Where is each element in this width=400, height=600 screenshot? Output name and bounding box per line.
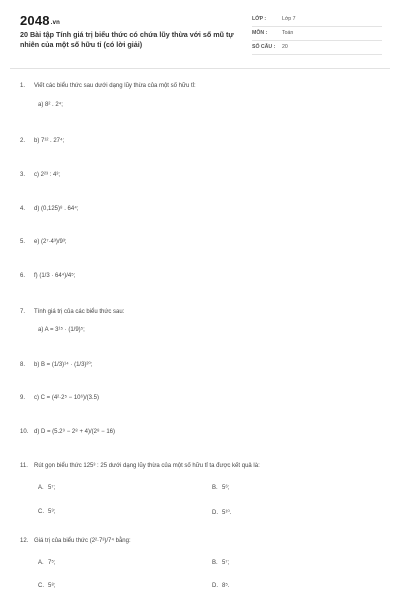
option-value: 5⁹; (48, 509, 56, 515)
meta-subject-row (252, 28, 382, 41)
question-11-option-c[interactable] (38, 509, 56, 515)
question-text: Giá trị của biểu thức (2²·7³)/7⁴ bằng: (34, 538, 131, 544)
question-part: c) 2²³ : 4³; (34, 172, 61, 178)
meta-subject-label: MÔN : (252, 30, 268, 36)
question-number: 2. (20, 138, 26, 144)
meta-count-label: SỐ CÂU : (252, 44, 276, 50)
option-letter: C. (38, 583, 44, 589)
question-number: 5. (20, 239, 26, 245)
question-11-option-a[interactable] (38, 485, 55, 491)
question-1-part: a) 8² . 2⁴; (38, 102, 63, 108)
option-value: 5¹⁰. (222, 510, 232, 516)
option-letter: C. (38, 509, 44, 515)
option-value: 5⁷; (222, 560, 230, 566)
question-12-option-c[interactable] (38, 583, 56, 589)
question-12-option-b[interactable] (212, 560, 229, 566)
option-letter: A. (38, 485, 44, 491)
question-text: Viết các biểu thức sau dưới dạng lũy thừa của một số hữu tỉ: (34, 83, 196, 89)
question-7-part: a) A = 3¹⁵ · (1/9)⁵; (38, 327, 85, 333)
meta-class-value: Lớp 7 (282, 16, 296, 22)
question-number: 12. (20, 538, 29, 544)
question-part: d) (0,125)⁸ . 64⁴; (34, 206, 79, 212)
header-divider (10, 68, 390, 69)
brand-logo[interactable] (20, 12, 60, 30)
question-number: 4. (20, 206, 26, 212)
question-text: Rút gọn biểu thức 125³ : 25 dưới dạng lũy thừa của một số hữu tỉ ta được kết quả là: (34, 463, 260, 469)
question-number: 3. (20, 172, 26, 178)
option-letter: A. (38, 560, 44, 566)
question-12-option-a[interactable] (38, 560, 56, 566)
option-letter: B. (212, 485, 218, 491)
option-value: 5⁷; (48, 485, 56, 491)
option-letter: D. (212, 583, 218, 589)
question-number: 11. (20, 463, 28, 469)
meta-class-label: LỚP : (252, 16, 267, 22)
option-letter: D. (212, 510, 218, 516)
meta-subject-value: Toán (282, 30, 294, 36)
option-letter: B. (212, 560, 218, 566)
question-number: 1. (20, 83, 26, 89)
meta-class-row (252, 14, 382, 27)
question-part: b) 7¹² . 27⁴; (34, 138, 65, 144)
question-number: 8. (20, 362, 26, 368)
brand-domain: .vn (50, 20, 61, 26)
question-number: 10. (20, 429, 29, 435)
question-part: b) B = (1/3)¹⁴ · (1/3)²⁰; (34, 362, 93, 368)
option-value: 5⁶; (222, 485, 230, 491)
option-value: 8⁵. (222, 583, 230, 589)
question-text: Tính giá trị của các biểu thức sau: (34, 309, 125, 315)
question-part: e) (2⁷·4³)/9³; (34, 239, 67, 245)
option-value: 5⁸; (48, 583, 56, 589)
brand-name: 2048 (20, 13, 50, 28)
option-value: 7⁵; (48, 560, 56, 566)
question-number: 6. (20, 273, 26, 279)
question-11-option-d[interactable] (212, 509, 231, 516)
question-part: f) (1/3 · 64⁴)/4⁵; (34, 273, 76, 279)
question-11-option-b[interactable] (212, 485, 229, 491)
meta-count-row (252, 42, 382, 55)
worksheet-meta (252, 14, 382, 56)
question-part: d) D = (5.2⁹ − 2⁸ + 4)/(2⁸ − 16) (34, 429, 116, 435)
question-part: c) C = (4²·2⁵ − 10⁶)/(3.5) (34, 395, 99, 401)
question-number: 7. (20, 309, 26, 315)
meta-count-value: 20 (282, 44, 288, 50)
question-12-option-d[interactable] (212, 583, 230, 589)
worksheet-title: 20 Bài tập Tính giá trị biểu thức có chứa lũy thừa với số mũ tự nhiên của một số hữu tỉ (có lời giải) (20, 30, 234, 49)
page-header (0, 0, 400, 64)
question-number: 9. (20, 395, 26, 401)
